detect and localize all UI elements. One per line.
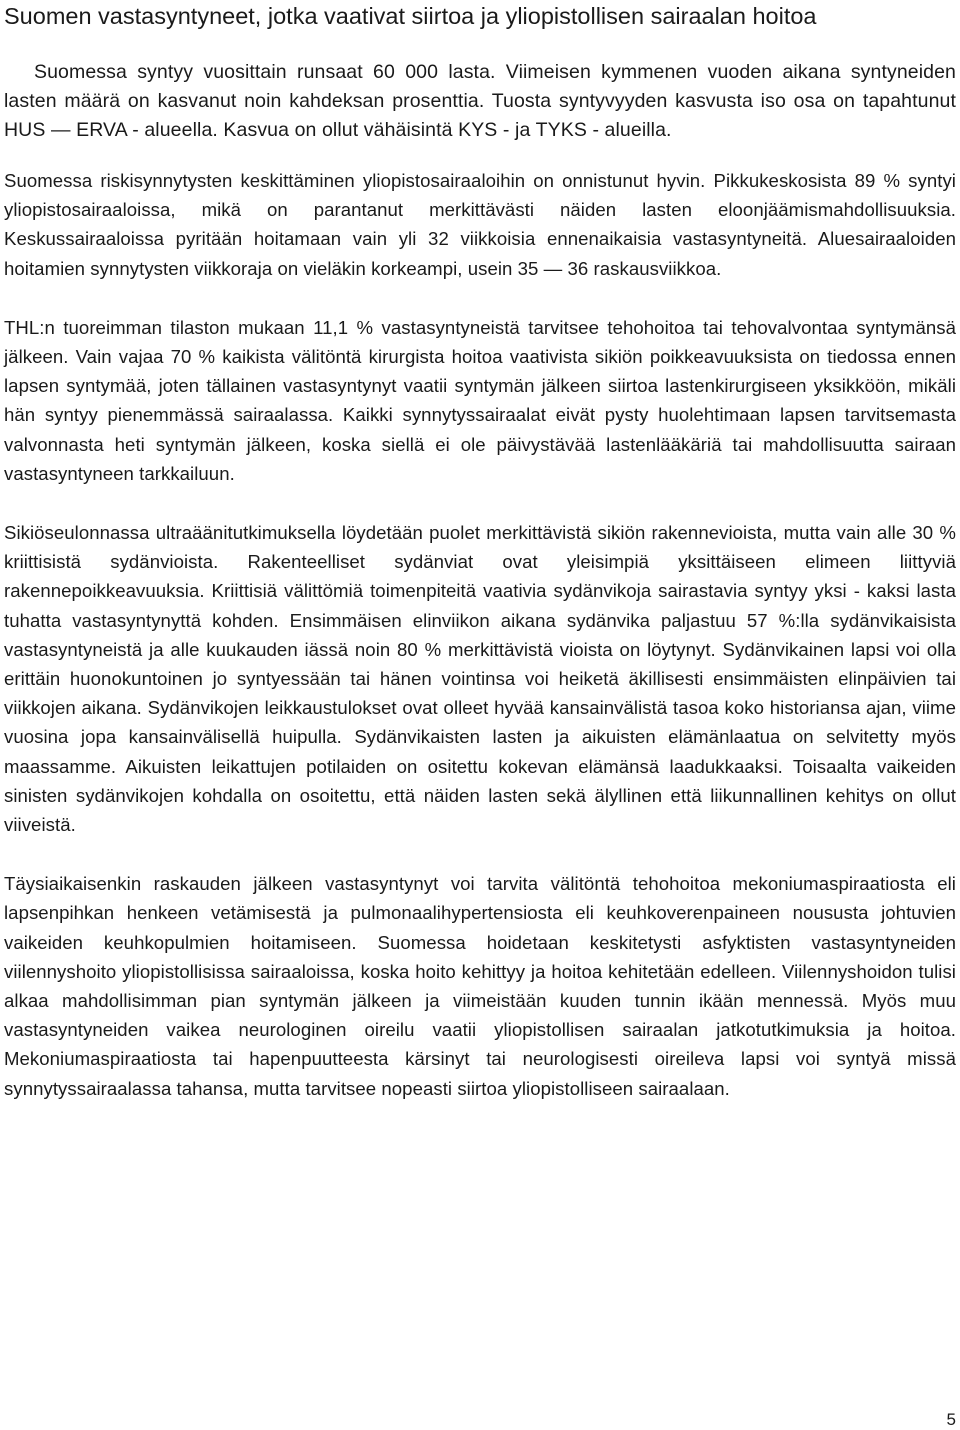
- page-number: 5: [946, 1410, 956, 1429]
- paragraph-intensive-care: THL:n tuoreimman tilaston mukaan 11,1 % vastasyntyneistä tarvitsee tehohoitoa tai tehovalvontaa syntymänsä jälkeen. Vain vajaa 70 % kaikista välitöntä kirurgista hoitoa vaativista sikiön poikkeavuuksista on tiedossa ennen lapsen syntymää, joten tällainen vastasyntynyt vaatii syntymän jälkeen siirtoa lastenkirurgiseen yksikköön, mikäli hän syntyy pienemmässä sairaalassa. Kaikki synnytyssairaalat eivät pysty huolehtimaan lapsen tarvitsemasta valvonnasta heti syntymän jälkeen, koska siellä ei ole päivystävää lastenlääkäriä tai mahdollisuutta sairaan vastasyntyneen tarkkailuun.: [4, 316, 956, 484]
- document-title: Suomen vastasyntyneet, jotka vaativat siirtoa ja yliopistollisen sairaalan hoitoa: [4, 3, 817, 29]
- paragraph-heart-defects: Sikiöseulonnassa ultraäänitutkimuksella löydetään puolet merkittävistä sikiön rakennevioista, mutta vain alle 30 % kriittisistä sydänvioista. Rakenteelliset sydänviat ovat yleisimpiä yksittäiseen elimeen liittyviä rakennepoikkeavuuksia. Kriittisiä välittömiä toimenpiteitä vaativia sydänvikoja sairastavia syntyy yksi - kaksi lasta tuhatta vastasyntynyttä kohden. Ensimmäisen elinviikon aikana sydänvika paljastuu 57 %:lla sydänvikaisista vastasyntyneistä ja alle kuukauden iässä noin 80 % merkittävistä vioista on löytynyt. Sydänvikainen lapsi voi olla erittäin huonokuntoinen jo syntyessään tai hänen vointinsa voi heiketä äkillisesti ensimmäisten elinpäivien tai viikkojen aikana. Sydänvikojen leikkaustulokset ovat olleet hyvää kansainvälistä tasoa koko historiansa ajan, viime vuosina jopa kansainvälisellä huipulla. Sydänvikaisten lasten ja aikuisten elämänlaatua on selvitetty myös maassamme. Aikuisten leikattujen potilaiden on ositettu kokevan elämänsä laadukkaaksi. Toisaalta vaikeiden sinisten sydänvikojen kohdalla on osoitettu, että näiden lasten sekä älyllinen että liikunnallinen kehitys on ollut viiveistä.: [4, 522, 956, 836]
- paragraph-term-newborns: Täysiaikaisenkin raskauden jälkeen vastasyntynyt voi tarvita välitöntä tehohoitoa mekoniumaspiraatiosta eli lapsenpihkan henkeen vetämisestä ja pulmonaalihypertensiosta eli keuhkoverenpaineen noususta johtuvien vaikeiden keuhkopulmien hoitamiseen. Suomessa hoidetaan keskitetysti asfyktisten vastasyntyneiden viilennyshoito yliopistollisissa sairaaloissa, koska hoito kehittyy ja hoitoa kehitetään edelleen. Viilennyshoidon tulisi alkaa mahdollisimman pian syntymän jälkeen ja viimeistään kuuden tunnin ikään mennessä. Myös muu vastasyntyneiden vaikea neurologinen oireilu vaatii yliopistollisen sairaalan jatkotutkimuksia ja hoitoa. Mekoniumaspiraatiosta tai hapenpuutteesta kärsinyt tai neurologisesti oireileva lapsi voi syntyä missä synnytyssairaalassa tahansa, mutta tarvitsee nopeasti siirtoa yliopistolliseen sairaalaan.: [4, 873, 956, 1099]
- paragraph-births-overview: Suomessa syntyy vuosittain runsaat 60 000 lasta. Viimeisen kymmenen vuoden aikana syntyneiden lasten määrä on kasvanut noin kahdeksan prosenttia. Tuosta syntyvyyden kasvusta iso osa on tapahtunut HUS — ERVA - alueella. Kasvua on ollut vähäisintä KYS - ja TYKS - alueilla.: [4, 61, 956, 141]
- paragraph-risk-births: Suomessa riskisynnytysten keskittäminen yliopistosairaaloihin on onnistunut hyvin. Pikkukeskosista 89 % syntyi yliopistosairaaloissa, mikä on parantanut merkittävästi näiden lasten eloonjäämismahdollisuuksia. Keskussairaaloissa pyritään hoitamaan vain yli 32 viikkoisia ennenaikaisia vastasyntyneitä. Aluesairaaloiden hoitamien synnytysten viikkoraja on vieläkin korkeampi, usein 35 — 36 raskausviikkoa.: [4, 170, 956, 279]
